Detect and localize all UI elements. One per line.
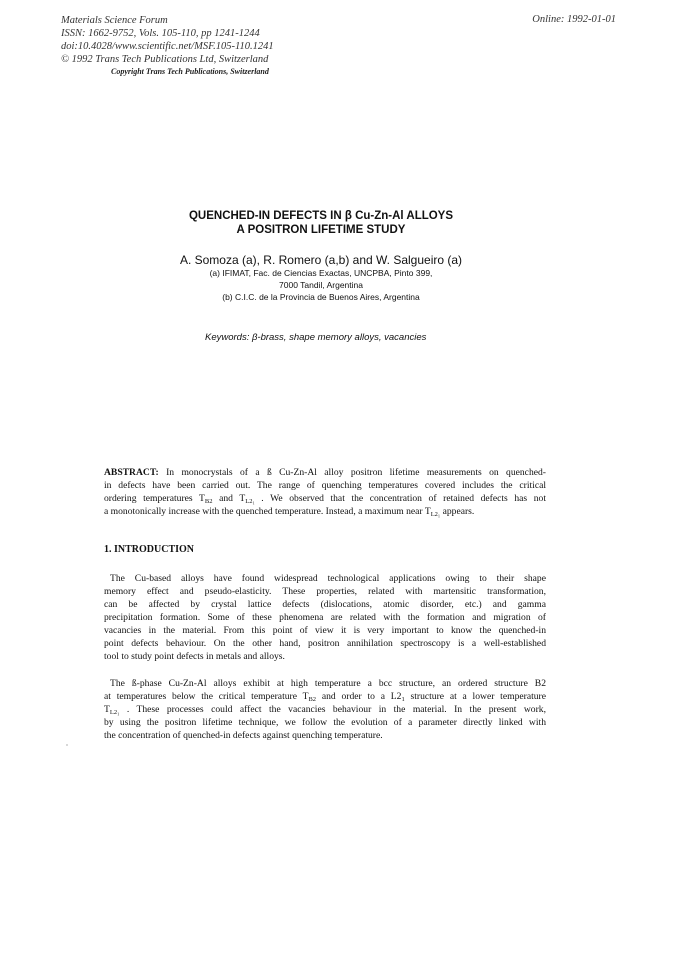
intro-paragraph-1: The Cu-based alloys have found widespread technological applications owing to their shape memory effect and pseudo-elasticity. These properties, related with martensitic transformation, can be affected by crystal lattice defects (dislocations, atomic disorder, etc.) and gamma precipitation formation. Some of these phenomena are related with the formation and migration of vacancies in the material. From this point of view it is very important to know the quenched-in point defects behaviour. On the other hand, positron annihilation spectroscopy is a well-established tool to study point defects in metals and alloys. xyxy=(104,573,546,662)
journal-name: Materials Science Forum xyxy=(61,15,168,26)
paper-title-line1: QUENCHED-IN DEFECTS IN β Cu-Zn-Al ALLOYS xyxy=(188,210,454,222)
abstract: ABSTRACT: In monocrystals of a ß Cu-Zn-Al alloy positron lifetime measurements on quenched- in defects have been carried out. The range of quenching temperatures covered includes the critical ordering temperatures $T_{B2}$ and $T_{L2_1}$ . We observed that the concentration of retained defects has not a monotonically increase with the quenched temperature. Instead, a maximum near $T_{L2_1}$ appears. xyxy=(104,467,546,518)
affiliation-a: (a) IFIMAT, Fac. de Ciencias Exactas, UNCPBA, Pinto 399, xyxy=(209,268,433,278)
intro-paragraph-2: The ß-phase Cu-Zn-Al alloys exhibit at high temperature a bcc structure, an ordered structure B2 at temperatures below the critical temperature $T_{B2}$ and order to a $L2_1$ structure at a lower temperature $T_{L2_1}$ . These processes could affect the vacancies behaviour in the material. In the present work, by using the positron lifetime technique, we follow the evolution of a parameter directly linked with the concentration of quenched-in defects against quenching temperature. xyxy=(104,678,546,741)
citation-header xyxy=(61,14,274,66)
paper-title-line2: A POSITRON LIFETIME STUDY xyxy=(236,224,406,236)
section-heading-introduction: 1. INTRODUCTION xyxy=(104,544,195,555)
scan-speck xyxy=(66,744,68,746)
author-list: A. Somoza (a), R. Romero (a,b) and W. Salgueiro (a) xyxy=(179,253,463,267)
publisher-copyright: © 1992 Trans Tech Publications Ltd, Switzerland xyxy=(61,54,269,65)
doi-line[interactable]: doi:10.4028/www.scientific.net/MSF.105-110.1241 xyxy=(61,41,274,52)
copyright-notice: Copyright Trans Tech Publications, Switzerland xyxy=(111,67,269,76)
issn-line: ISSN: 1662-9752, Vols. 105-110, pp 1241-1244 xyxy=(61,28,260,39)
abstract-label: ABSTRACT: xyxy=(104,467,159,478)
affiliation-a-city: 7000 Tandil, Argentina xyxy=(279,280,363,290)
affiliation-b: (b) C.I.C. de la Provincia de Buenos Aires, Argentina xyxy=(222,292,420,302)
online-date: Online: 1992-01-01 xyxy=(532,14,616,25)
keywords: Keywords: β-brass, shape memory alloys, vacancies xyxy=(205,332,427,343)
